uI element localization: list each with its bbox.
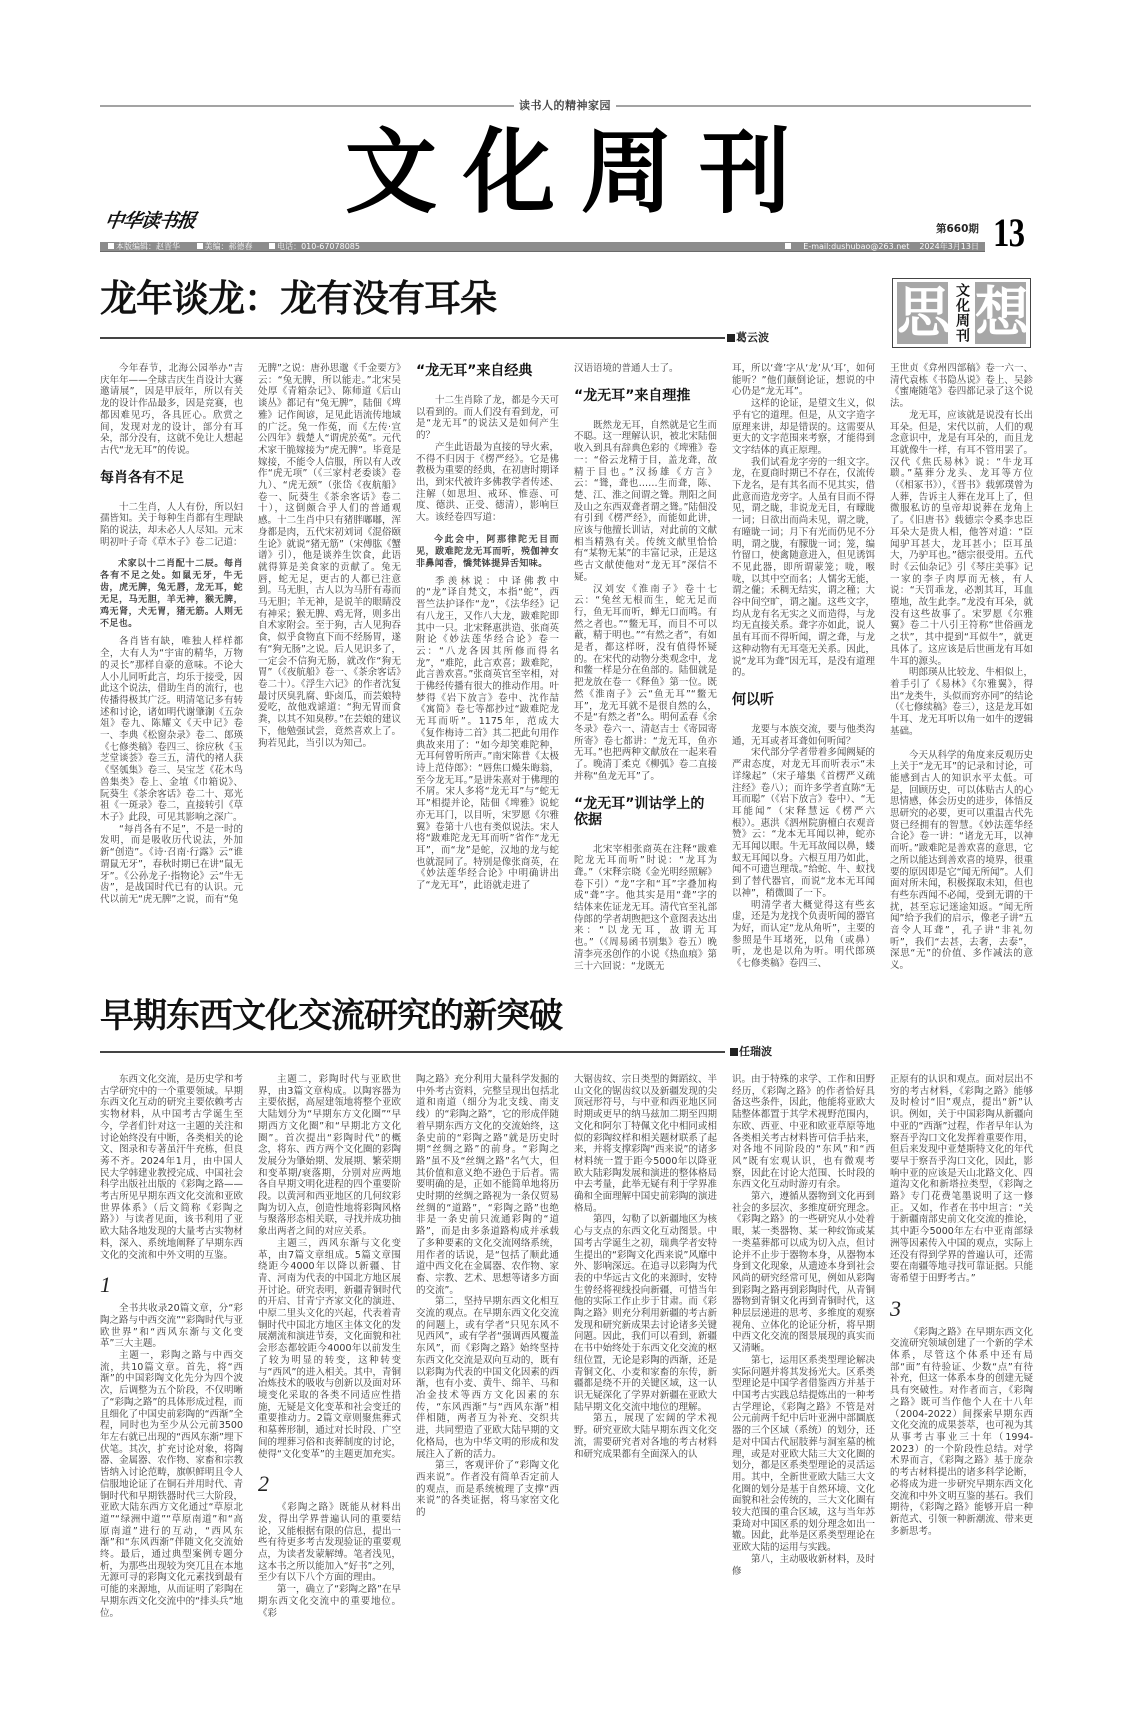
body-paragraph: 明清学者大概觉得这有些玄虚，还是为龙找个负责听闻的器官为好，而认定“龙从角听”，主要的参照是牛耳堵死，以角（或鼻）听，龙也是以角为听。明代郎瑛《七修类稿》卷四三、 — [732, 899, 875, 970]
body-paragraph: 第六，遵循从器物到文化再到社会的多层次、多维度研究理念。《彩陶之路》的一些研究从小处着眼，某一类器物、某一种纹饰或某一类墓葬都可以成为切入点，但讨论并不止步于器物本身，从器物本身到文化现象，从遗迹本身到社会风尚的研究经常可见，例如从彩陶到彩陶之路再到彩陶时代，从青铜器物到青铜文化再到青铜时代，这种层层递进的思考、多维度的观察视角、立体化的论证分析，将早期中西文化交流的图景展现的真实而又清晰。 — [732, 1191, 875, 1355]
body-paragraph: 大锯齿纹、宗日类型的舞蹈纹、半山文化的锯齿纹以及新疆发现的尖顶冠形符号，与中亚和西亚地区同时期或更早的纳马兹加二期至四期文化和阿尔丁特佩文化中相同或相似的彩陶纹样和相关题材联系了起来，并将支撑彩陶“西来说”的诸多材料统一置于距今5000年以降亚欧大陆彩陶发展和演进的整体格局中去考量，此举无疑有利于学界准确和全面理解中国史前彩陶的演进格局。 — [574, 1074, 717, 1214]
section-subheading: 每肖各有不足 — [100, 469, 184, 486]
article-column — [732, 1074, 875, 1615]
bullet-square-icon — [197, 243, 203, 249]
section-logo — [892, 278, 1031, 348]
section-subheading: “龙无耳”训诂学上的依据 — [574, 795, 705, 828]
section-subheading: “龙无耳”来自理推 — [574, 387, 691, 404]
bullet-square-icon — [269, 243, 275, 249]
byline-author: 葛云波 — [736, 331, 769, 344]
bullet-square-icon — [727, 334, 735, 342]
body-paragraph: 第七，运用区系类型理论解决实际问题并将其发扬光大。区系类型理论是中国学者借鉴西方并基于中国考古实践总结提炼出的一种考古学理论，《彩陶之路》不管是对公元前两千纪中后叶亚洲中部圜底器的三个区域（系统）的划分，还是对中国古代屈肢葬与洞室墓的梳理，或是对亚欧大陆三大文化圈的划分，都是区系类型理论的灵活运用。其中，全新世亚欧大陆三大文化圈的划分是基于自然环境、文化面貌和社会传统的，三大文化圈有较大范围的重合区域，这与当年苏秉琦对中国区系的划分理念如出一辙。因此，此举是区系类型理论在亚欧大陆的运用与实践。 — [732, 1354, 875, 1554]
article-byline — [730, 1045, 772, 1059]
section-number: 1 — [100, 1272, 111, 1298]
body-paragraph: 十二生肖，人人有份，所以妇孺皆知。关于每种生肖都有生理缺陷的说法，却未必人人尽知。元末明初叶子奇《草木子》卷二记道： — [100, 501, 243, 548]
body-paragraph: 北宋宰相张商英在注释“跋难陀龙无耳而听”时说：“龙耳为聋。”（宋释宗晓《金光明经照解》卷下引）“龙”字和“耳”字叠加构成“聋”字。他其实是用“聋”字的结体来佐证龙无耳。清代官至礼部侍郎的学者胡煦把这个意图表达出来：“以龙无耳，故谓无耳也。”（《周易函书别集》卷五）晚清李亮丞创作的小说《热血痕》第三十六回说：“龙既无 — [574, 843, 717, 972]
body-paragraph: 陶之路》充分利用大量科学发掘的中外考古资料，完整呈现出包括北道和南道（细分为北支线、南支线）的“彩陶之路”，它的形成伴随着早期东西方文化的交流始终，这条史前的“彩陶之路”就是历史时期“丝绸之路”的前身。“彩陶之路”虽不及“丝绸之路”名气大，但其价值和意义绝不逊色于后者。需要明确的是，正如不能简单地将历史时期的丝绸之路视为一条仅贸易丝绸的“道路”，“彩陶之路”也绝非是一条史前只流通彩陶的“道路”，而是由多条道路构成并承载了多种要素的文化交流网络系统，用作者的话说，是“包括了顺此通道中西文化在金属器、农作物、家畜、宗教、艺术、思想等诸多方面的交流”。 — [416, 1074, 559, 1296]
article-column — [416, 363, 559, 966]
body-paragraph: 今年春节，北海公园举办“吉庆年年——全球吉庆生肖设计大赛邀请展”，因是甲辰年，所以有关龙的设计作品最多，因是竞赛，也都因难见巧，各具匠心。欣赏之间，发现对龙的设计，部分有耳朵，部分没有，这就不免让人想起古代“龙无耳”的传说。 — [100, 363, 243, 456]
info-date: 2024年3月13日 — [919, 242, 979, 251]
body-paragraph: 龙无耳，应该就是说没有长出耳朵。但是，宋代以前，人们的观念意识中，龙是有耳朵的，而且龙耳就像牛一样，有耳不管用罢了。汉代《焦氏易林》说：“牛龙耳聩。”墓葬分龙头、龙耳等方位（《相冢书》），《晋书》载郭璞曾为人葬，告诉主人葬在龙耳上了，但微服私访的皇帝却说葬在龙角上了。《旧唐书》载德宗令奚李忠臣耳朵大是贵人相，他答对道：“臣闻驴耳甚大，龙耳甚小；臣耳虽大，乃驴耳也。”德宗很受用。五代时《云仙杂记》引《琴庄美事》记一家的李子肉厚而无核，有人说：“天罚乖龙，必割其耳，耳血堕地，故生此李。”龙没有耳朵，就没有这些故事了。宋罗愿《尔雅翼》卷二十八引王符称“世俗画龙之状”，其中提到“耳似牛”，就更具体了。这应该是后世画龙有耳如牛耳的源头。 — [890, 409, 1033, 667]
block-quote: 今此会中，阿那律陀无目而见，跋难陀龙无耳而听，殑伽神女非鼻闻香，憍梵钵提异舌知味。 — [416, 534, 559, 569]
section-logo-char-left: 思 — [897, 281, 951, 344]
article-byline — [727, 331, 769, 345]
issue-number: 第660期 — [936, 223, 979, 235]
section-subheading: “龙无耳”来自经典 — [416, 363, 533, 379]
body-paragraph: 汉刘安《淮南子》卷十七云：“兔丝无根而生，蛇无足而行，鱼无耳而听，蝉无口而鸣。有然之者也。”“鳖无耳，而目不可以蔽，精于明也。”“有然之者”，有如是者，都这样呀，没有值得怀疑的。在宋代的动物分类观念中，龙和鳖一样是分在鱼部的。陆佃就是把龙放在卷一《释鱼》第一位。既然《淮南子》云“鱼无耳”“鳖无耳”，龙无耳就不是很自然的么，不是“有然之者”么。明何孟春《余冬录》卷六一、清赵吉士《寄园寄所寄》卷七都讲：“龙无耳，鱼亦无耳。”也把两种文献放在一起来看了。晚清丁柔克《柳弧》卷二直接并称“鱼龙无耳”了。 — [574, 583, 718, 782]
body-paragraph: 今天从科学的角度来反观历史上关于“龙无耳”的记录和讨论，可能感到古人的知识水平太低。可是，回顾历史，可以体贴古人的心思情感，体会历史的进步，体悟反思研究的必要，更可以重温古代先贤已经拥有的智慧。《妙法莲华经合论》卷一讲：“诸龙无耳，以神而听。”跋难陀是善欢喜的意思，它之所以能达到善欢喜的境界，很重要的原因即是它“闻无所闻”。人们面对所未闻，积极探取未知，但也有些东西闻不必闻，受到无谓的干扰，甚至忘记迷途知返。“闻无所闻”给予我们的启示，像老子讲“五音令人耳聋”，孔子讲“非礼勿听”，我们“去甚，去奢，去泰”，深思“无”的价值、多作减法的意义。 — [890, 749, 1033, 972]
masthead-title: 文化周刊 — [345, 118, 818, 226]
body-paragraph: 王世贞《弇州四部稿》卷一六一、清代袁栋《书隐丛说》卷上、吴鉁《蜜庵随笔》卷四都记录了这个说法。 — [890, 363, 1033, 410]
body-paragraph: 各肖皆有缺，唯独人样样都全，大有人为“宇宙的精华，万物的灵长”那样自豪的意味。不论大人小儿同听此言，均乐于接受，因此这个说法，借助生肖的流行，也传播得极其广泛。明清笔记多有转述和讨论，诸如明代谢肇淛《五杂俎》卷九、陈耀文《天中记》卷一、李典《松窗杂录》卷二、郎瑛《七修类稿》卷四三、徐应秋《玉芝堂谈荟》卷三五，清代的褚人获《坚瓠集》卷三、吴宝芝《花木鸟兽集类》卷上、金埴《巾箱说》、阮葵生《茶余客话》卷二十、郑光祖《一斑录》卷二，直接转引《草木子》此段，可见其影响之深广。 — [100, 636, 243, 823]
info-phone — [269, 242, 360, 251]
body-paragraph: 产生此语最为直接的导火索，不得不归因于《楞严经》。它是佛教极为重要的经典，在初唐时期译出，到宋代被许多佛教学者传述、注解（如思坦、戒环、惟悫、可度、德洪、正受、德清），影响巨大。该经卷四写道： — [416, 441, 559, 524]
info-bar — [100, 242, 985, 252]
body-paragraph: 明郎瑛从比较龙、牛相似上，着手引了《易林》《尔雅翼》，得出“龙类牛，头似而窍亦同”的结论（《七修续稿》卷三），这是龙耳如牛耳、龙无耳听以角一如牛的逻辑基础。 — [890, 667, 1033, 737]
article-column — [100, 363, 243, 966]
body-paragraph: 汉语语境的普通人士了。 — [574, 363, 679, 374]
body-paragraph: 识。由于特殊的求学、工作和田野经历，《彩陶之路》的作者恰好具备这些条件，因此，他能将亚欧大陆整体都置于其学术视野范围内，东欧、西亚、中亚和欧亚草原等地各类相关考古材料皆可信手拈来，对各地不同阶段的“东风”和“西风”既有宏观认识，也有微观考察，因此在讨论大范围、长时段的东西文化互动时游刃有余。 — [732, 1074, 875, 1191]
article-headline: 早期东西文化交流研究的新突破 — [100, 996, 562, 1036]
section-logo-vertical-text: 文化周刊 — [954, 283, 970, 343]
article-column — [100, 1074, 243, 1619]
body-paragraph: 第一，确立了“彩陶之路”在早期东西文化交流中的重要地位。《彩 — [258, 1584, 401, 1619]
body-paragraph: 第四，勾勒了以新疆地区为核心与支点的东西文化互动图景。中国考古学诞生之初，瑞典学者安特生提出的“彩陶文化西来说”风靡中外、影响深远。在追寻以彩陶为代表的中华远古文化的来源时，安特生曾经将视线投向新疆，可惜当年他的实际工作止步于甘肃。而《彩陶之路》则充分利用新疆的考古新发现和研究新成果去讨论诸多关键问题。因此，我们可以看到，新疆在书中始终处于东西文化交流的枢纽位置，无论是彩陶的西渐，还是青铜文化、小麦和家畜的东传，新疆都是绕不开的关键区域，这一认识无疑深化了学界对新疆在亚欧大陆早期文化交流中地位的理解。 — [574, 1214, 717, 1413]
article-column — [258, 363, 401, 966]
byline-author: 任瑞波 — [739, 1045, 772, 1058]
body-paragraph: 第二，坚持早期东西文化相互交流的观点。在早期东西文化交流的问题上，或有学者“只见东风不见西风”，或有学者“强调西风覆盖东风”，而《彩陶之路》始终坚持东西文化交流是双向互动的，既有以彩陶为代表的中国文化因素的西渐，也有小麦、黄牛、绵羊、马和冶金技术等西方文化因素的东传，“东风西渐”与“西风东渐”相伴相随，两者互为补充、交织共进，共同塑造了亚欧大陆早期的文化格局，也为中华文明的形成和发展注入了新的活力。 — [416, 1296, 559, 1460]
body-paragraph: 主题二，彩陶时代与亚欧世界，由3篇文章构成。以陶容器为主要依据，高屋建瓴地将整个亚欧大陆划分为“早期东方文化圈”“早期西方文化圈”和“早期北方文化圈”。首次提出“彩陶时代”的概念，将东、西方两个文化圈的彩陶发展分为肇始期、发展期、繁荣期和变革期/衰落期，分别对应两地各自早期文明化进程的四个重要阶段。以黄河和西亚地区的几何纹彩陶为切入点，创造性地将彩陶风格与聚落形态相关联，寻找并成功抽象出两者之间的对应关系。 — [258, 1074, 401, 1238]
article-column — [574, 363, 718, 972]
paragraph-spacer — [890, 738, 1033, 750]
body-paragraph: 全书共收录20篇文章，分“彩陶之路与中西交流”“彩陶时代与亚欧世界”和“西风东渐与文化变革”三大主题。 — [100, 1303, 243, 1350]
newspaper-logo: 中华读书报 — [103, 210, 197, 232]
body-paragraph: 《彩陶之路》在早期东西文化交流研究领域创建了一个新的学术体系，尽管这个体系中还有局部“面”有待验证、少数“点”有待补充，但这一体系本身的创建无疑具有突破性。对作者而言，《彩陶之路》既可当作他个人在十八年（2004-2022）间探索早期东西文化交流的成果荟萃，也可视为其从事考古事业三十年（1994-2023）的一个阶段性总结。对学术界而言，《彩陶之路》基于庞杂的考古材料提出的诸多科学论断，必将成为进一步研究早期东西文化交流和中外文明互鉴的基石。我们期待，《彩陶之路》能够开启一种新范式、引领一种新潮流、带来更多新思考。 — [890, 1326, 1033, 1537]
body-paragraph: 季羡林说：中译佛教中的“龙”译自梵文，本指“蛇”，西晋竺法护译作“龙”，《法华经》记有八龙王，又作八大龙，跋难陀即其中一只。北宋释惠洪造、张商英附论《妙法莲华经合论》卷一云：“八龙各因其所修而得名龙”，“难陀，此言欢喜；跋难陀，此言善欢喜。”张商英官至宰相，对于佛经传播有很大的推动作用。叶梦得《岩下放言》卷中、沈作喆《寓简》卷七等都抄过“跋难陀龙无耳而听”。1175年，范成大《复作梅诗二首》其二把此句用作典故来用了：“如今却笑难陀种，无耳何曾听所声。”南宋陈普《太极诗上范侍郎》：“唇焦口燥朱晦翁，至今龙无耳。”是讲朱熹对于佛理的不屑。宋人多将“龙无耳”与“蛇无耳”相提并论，陆佃《埤雅》说蛇亦无耳门，以目听，宋罗愿《尔雅翼》卷第十八也有类似说法。宋人将“跋难陀龙无耳而听”省作“龙无耳”，而“龙”是蛇，汉地的龙与蛇也就混同了。特别是像张商英，在《妙法莲华经合论》中明确讲出了“龙无耳”，此语就走进了 — [416, 575, 559, 892]
info-editor-label: 本版编辑：赵晋华 — [116, 242, 180, 251]
byline-rule — [100, 1051, 725, 1053]
article-column — [416, 1074, 559, 1615]
article-headline: 龙年谈龙：龙有没有耳朵 — [100, 276, 496, 320]
article-body — [0, 363, 1133, 972]
body-paragraph: 无脾”之说：唐孙思邈《千金要方》云：“兔无脾，所以能走。”北宋吴处厚《青箱杂记》、陈师道《后山谈丛》都记有“兔无脾”，陆佃《埤雅》记作闽谚，足见此语流传地域的广泛。兔一作菟，而《左传·宣公四年》载楚人“谓虎於菟”。元代术家干脆嫁接为“虎无脾”。毕竟是嫁接，不能令人信服，所以有人改作“虎无项”（《三家村老委谈》卷九）、“虎无颈”（张岱《夜航船》卷一、阮葵生《茶余客话》卷二十），这倒颇合乎人们的普通观感。十二生肖中只有猪胖嘟嘟，浑身都是肉，五代宋初刘词《混俗颐生论》就说“猪无筋”（宋傅肱《蟹谱》引），他是谈养生饮食，此语就得算是美食家的贡献了。兔无唇，蛇无足，更古的人都已注意到。马无胆，古人以为马肝有毒而马无胆；羊无神，是说羊的眼睛没有神采；猴无脾、鸡无肾，则多出自术家附会。至于狗，古人见狗吞食，似乎食物直下而不经肠胃，遂有“狗无肠”之说。后人见识多了，一定会不信狗无肠，就改作“狗无胃”（《夜航船》卷一、《茶余客话》卷二十）。《浮生六记》的作者沈复最讨厌臭乳腐、虾卤瓜，而芸娘特爱吃，故他戏谑道：“狗无胃而食粪，以其不知臭秽。”在芸娘的建议下，他勉强试尝，竟然喜欢上了。狗若见此，当引以为知己。 — [258, 363, 401, 749]
body-paragraph: 第八，主动吸收新材料，及时修 — [732, 1553, 875, 1577]
article-body — [0, 1074, 1133, 1619]
body-paragraph: 既然龙无耳，自然就是它生而不聪。这一理解认识，被北宋陆佃收入到具有辞典色彩的《埤雅》卷一：“俗云龙精于目，盖龙聋，故精于目也。”汉扬雄《方言》云：“聳，聋也……生而聋，陈、楚、江、淮之间谓之聳。荆阳之间及山之东西双聋者谓之聳。”陆佃没有引到《楞严经》，而能如此讲，应该与他擅长训诂，对此前的文献相当精熟有关。传统文献里恰恰有“某物无某”的丰富记录，正是这些古文献使他对“龙无耳”深信不疑。 — [574, 419, 717, 583]
body-paragraph: 东西文化交流，是历史学和考古学研究中的一个重要领域。早期东西文化互动的研究主要依赖考古实物材料，从中国考古学诞生至今，学者们针对这一主题的关注和讨论始终没有中断，各类相关的论文、图录和专著虽汗牛充栋，但良莠不齐。2024年1月，由中国人民大学韩建业教授完成、中国社会科学出版社出版的《彩陶之路——考古所见早期东西文化交流和亚欧世界体系》（后文简称《彩陶之路》）与读者见面，该书利用了亚欧大陆各地发现的大量考古实物材料，深入、系统地阐释了早期东西文化的交流和中外文明的互鉴。 — [100, 1074, 243, 1261]
info-bar-contact — [785, 242, 979, 251]
article-column — [574, 1074, 717, 1615]
body-paragraph: 正原有的认识和观点。面对层出不穷的考古材料，《彩陶之路》能够及时检讨“旧”观点，提出“新”认识。例如，关于中国彩陶从新疆向中亚的“西渐”过程，作者早年认为察吾乎沟口文化发挥着重要作用，但后来发现中亚楚斯特文化的年代要早于察吾乎沟口文化，因此，影响中亚的应该是天山北路文化、四道沟文化和新塔拉类型，《彩陶之路》专门花费笔墨说明了这一修正。又如，作者在书中坦言：“关于新疆南部史前文化交流的推论，其中距今5000年左右中亚南部绿洲等因素传入中国的观点，实际上还没有得到学界的普遍认可，还需要在南疆等地寻找可靠证据。只能寄希望于田野考古。” — [890, 1074, 1033, 1284]
block-quote: 术家以十二肖配十二辰。每肖各有不足之处。如鼠无牙，牛无齿，虎无脾，兔无唇，龙无耳，蛇无足，马无胆，羊无神，猴无脾，鸡无肾，犬无胃，猪无筋。人则无不足也。 — [100, 559, 243, 630]
info-email: E-mail:dushubao@263.net — [803, 242, 910, 251]
body-paragraph: 这样的论证，是望文生义，似乎有它的道理。但是，从文字造字原理来讲，却是错误的。这需要从更大的文字范围来考察，才能得到文字结体的真正原理。 — [732, 398, 875, 456]
body-paragraph: 主题一，彩陶之路与中西交流，共10篇文章。首先，将“西渐”的中国彩陶文化先分为四个波次，后调整为五个阶段，不仅明晰了“彩陶之路”的具体形成过程，而且细化了中国史前彩陶的“西渐”全程，同时也为至少从公元前3500年左右就已出现的“西风东渐”埋下伏笔。其次，扩充讨论对象，将陶器、金属器、农作物、家畜和宗教皆纳入讨论范畴，旗帜鲜明且令人信服地论证了在铜石并用时代、青铜时代和早期铁器时代三大阶段，亚欧大陆东西方文化通过“草原北道”“绿洲中道”“草原南道”和“高原南道”进行的互动，“西风东渐”和“东风西渐”伴随文化交流始终。最后，通过典型案例专题分析，为那些出现较为突兀且在本地无源可寻的彩陶文化元素找到最有可能的来源地，从而证明了彩陶在早期东西文化交流中的“排头兵”地位。 — [100, 1350, 243, 1619]
info-designer — [197, 242, 253, 251]
bullet-square-icon — [730, 1048, 738, 1056]
body-paragraph: 第五，展现了宏阔的学术视野。研究亚欧大陆早期东西文化交流，需要研究者对各地的考古材料和研究成果都有全面深入的认 — [574, 1413, 717, 1460]
body-paragraph: 十二生肖除了龙，都是今天可以看到的。而人们没有看到龙，可是“龙无耳”的说法又是如何产生的？ — [416, 395, 559, 442]
section-logo-char-right: 想 — [975, 281, 1029, 344]
article-column — [890, 363, 1033, 972]
section-number: 2 — [258, 1471, 269, 1497]
body-paragraph: 第三，客观评价了“彩陶文化西来说”。作者没有简单否定前人的观点，而是系统梳理了支撑“西来说”的各类证据，将马家窑文化的 — [416, 1460, 559, 1519]
page-number: 13 — [993, 210, 1025, 255]
section-subheading: 何以听 — [732, 691, 774, 708]
body-paragraph: 《彩陶之路》既能从材料出发，得出学界普遍认同的重要结论，又能根据有限的信息，提出一些有待更多考古发现验证的重要观点，为读者发蒙解缚。笔者浅见，这本书之所以能加入“好书”之列，至少有以下八个方面的理由。 — [258, 1502, 401, 1584]
body-paragraph: 我们试看龙字旁的一组文字。龙，在夏商时期已不存在，仅流传下龙名，是有其名而不见其实，借此意而造龙旁字。人虽有目而不得见，谓之眬，非说龙无目，有曚眬一词；日欲出而尚未见，谓之昽，有曈昽一词；月下有光而仍见不分明，谓之胧，有朦胧一词；笼，编竹留口，使禽随意进入，但见诱饵不见此器，即所谓蒙笼；咙，喉咙，以其中空而名；人懦劣无能，谓之儱；禾稠无结实，谓之穜；大谷中间空旷，谓之巃。这些文字，均从龙有名无实之义而造得，与龙均无直接关系。聋字亦如此，说人虽有耳而不得听闻，谓之聋，与龙这种动物有无耳毫无关系。因此，说“龙耳为聋”因无耳，是没有道理的。 — [732, 456, 875, 679]
info-designer-label: 美编：郝德春 — [204, 242, 253, 251]
masthead-slogan: 读书人的精神家园 — [514, 98, 616, 113]
body-paragraph: 耳，所以‘聋’字从‘龙’从‘耳’，如何能听？”他们颠倒论证，想说的中心仍是“龙无耳”。 — [732, 363, 875, 398]
body-paragraph: “每肖各有不足”，不是一时的发明，而是吸收历代说法，外加新“创造”。《诗·召南·行露》云“谁谓鼠无牙”，春秋时期已在讲“鼠无牙”。《公孙龙子·指物论》云“牛无齿”，是战国时代已有的认识。元代以前无“虎无脾”之说，而有“兔 — [100, 823, 243, 905]
bullet-square-icon — [108, 243, 114, 249]
info-bar-credits — [108, 242, 374, 251]
byline-rule — [100, 337, 725, 339]
body-paragraph: 宋代部分学者带着多闻阙疑的严肃态度，对龙无耳而听表示“未详缘起”（宋子璿集《首楞严义疏注经》卷八）；而许多学者直陈“无耳而聪”（《岩下放言》卷中）、“无耳能闻”（宋释慧远《楞严六根》）。惠洪《泗州院旃檀白衣观音赞》云：“龙本无耳闻以神，蛇亦无耳闻以眼。牛无耳故闻以鼻，蝼蚁无耳闻以身。六根互用乃如此，闻不可遗岂理哉。”给蛇、牛、蚁找到了替代器官，而说“龙本无耳闻以神”，稍微圆了一下。 — [732, 747, 875, 899]
body-paragraph: 主题三，西风东渐与文化变革，由7篇文章组成。5篇文章围绕距今4000年以降以新疆、甘青、河南为代表的中国北方地区展开讨论。研究表明，新疆青铜时代的开启、甘青宁齐家文化的演进、中原二里头文化的兴起，代表着青铜时代中国北方地区主体文化的发展潮流和演进节奏，文化面貌和社会形态都较距今4000年以前发生了较为明显的转变，这种转变与“西风”的进入相关。其中，青铜冶炼技术的吸收与创新以及面对环境变化采取的各类不同适应性措施，无疑是文化变革和社会变迁的重要推动力。2篇文章则聚焦葬式和墓葬形制，通过对长时段、广空间的埋葬习俗和丧葬制度的讨论，使得“文化变革”的主题更加充实。 — [258, 1237, 401, 1460]
info-editor — [108, 242, 180, 251]
bullet-square-icon — [785, 243, 791, 249]
article-column — [732, 363, 875, 970]
section-number: 3 — [890, 1295, 901, 1321]
body-paragraph: 龙要与本族交流，要与他类沟通，无耳或者耳聋如何听闻？ — [732, 723, 875, 747]
article-column — [258, 1074, 401, 1619]
info-phone-label: 电话：010-67078085 — [277, 242, 360, 251]
article-column — [890, 1074, 1033, 1615]
